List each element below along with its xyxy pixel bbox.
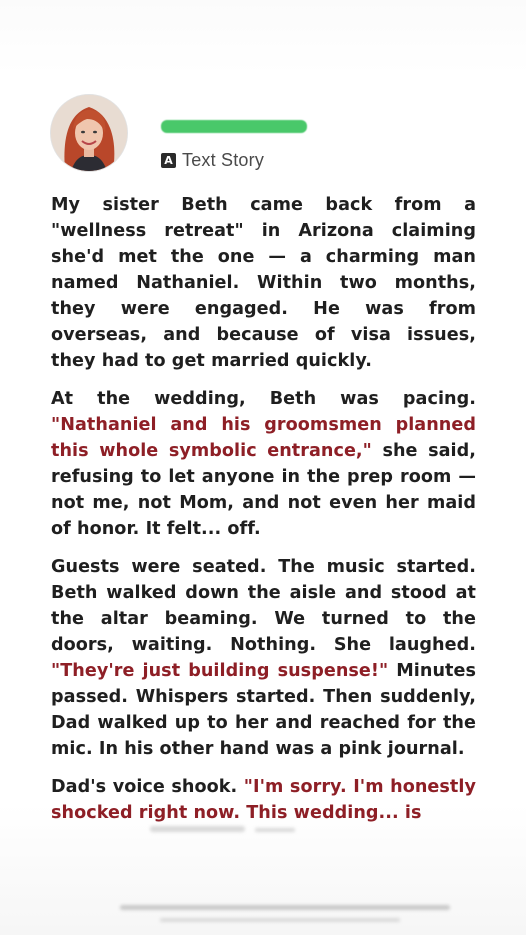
story-paragraph-2 (51, 386, 476, 542)
avatar[interactable] (51, 95, 127, 171)
paragraph-text: My sister Beth came back from a "wellness retreat" in Arizona claiming she'd met the one — a charming man named Nathaniel. Within two months, they were engaged. He was from overseas, and because of visa issues, they had to get married quickly. (51, 195, 476, 371)
paragraph-text: Minutes passed. Whispers started. Then suddenly, Dad walked up to her and reached for the mic. In his other hand was a pink journal. (51, 661, 476, 759)
quote-text: "They're just building suspense!" (51, 661, 389, 681)
paragraph-text: she said, refusing to let anyone in the prep room — not me, not Mom, and not even her maid of honor. It felt... off. (51, 441, 476, 539)
faded-text-line (120, 905, 450, 910)
paragraph-text: Dad's voice shook. (51, 777, 244, 797)
quote-text: "Nathaniel and his groomsmen planned this whole symbolic entrance," (51, 415, 476, 461)
paragraph-text: At the wedding, Beth was pacing. (51, 389, 476, 409)
faded-text-line (255, 828, 295, 832)
redacted-username (161, 120, 307, 133)
story-body (51, 192, 476, 838)
paragraph-text: Guests were seated. The music started. Beth walked down the aisle and stood at the altar beaming. We turned to the doors, waiting. Nothing. She laughed. (51, 557, 476, 655)
story-paragraph-1 (51, 192, 476, 374)
faded-text-line (150, 826, 245, 832)
text-story-icon: A (161, 153, 176, 168)
story-paragraph-4 (51, 774, 476, 826)
story-paragraph-3 (51, 554, 476, 762)
story-type-label: Text Story (182, 149, 265, 170)
avatar-image (51, 95, 127, 171)
story-type-tag (161, 150, 264, 170)
faded-text-line (160, 918, 400, 922)
story-header (51, 95, 481, 175)
quote-text: "I'm sorry. I'm honestly shocked right now. This wedding... is (51, 777, 476, 823)
